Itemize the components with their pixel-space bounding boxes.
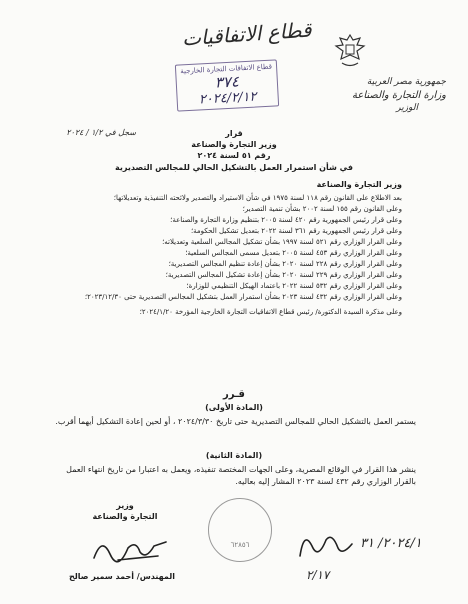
decree-title-block <box>0 128 468 173</box>
signature-block <box>60 500 190 522</box>
decree-label: قرار <box>225 129 243 138</box>
round-stamp-number: ٦٢٨٥٦ <box>230 541 250 549</box>
preamble-item: وعلى قرار رئيس الجمهورية رقم ٣٦١ لسنة ٢٠٢٢ بتعديل تشكيل الحكومة؛ <box>190 227 402 235</box>
preamble-item: وعلى القرار الوزاري رقم ٥٢١ لسنة ١٩٩٧ بشأن تشكيل المجالس السلعية وتعديلاته؛ <box>162 238 402 246</box>
office-name: الوزير <box>396 103 418 113</box>
article-1-title: (المادة الأولى) <box>205 403 263 412</box>
stamp-office: قطاع الاتفاقات التجارة الخارجية <box>180 62 273 76</box>
preamble-item: بعد الاطلاع على القانون رقم ١١٨ لسنة ١٩٧٥ في شأن الاستيراد والتصدير ولائحته التنفيذية وتعديلاتها؛ <box>113 194 402 202</box>
preamble-intro: وزير التجارة والصناعة <box>316 180 402 189</box>
stamp-date: ٢٠٢٤/٢/١٢ <box>198 89 257 108</box>
decree-number: رقم ٥١ لسنة ٢٠٢٤ <box>197 151 271 160</box>
article-2-title: (المادة الثانية) <box>205 451 263 460</box>
article-1-text: يستمر العمل بالتشكيل الحالي للمجالس التصديرية حتى تاريخ ٢٠٢٤/٣/٣٠ ، أو لحين إعادة التشكيل أيهما أقرب. <box>55 417 416 426</box>
eagle-emblem-icon <box>333 32 367 70</box>
preamble-item: وعلى مذكرة السيدة الدكتورة/ رئيس قطاع الاتفاقيات التجارة الخارجية المؤرخة ٢٠٢٤/١/٢٠؛ <box>139 308 402 316</box>
handwritten-department-note: قطاع الاتفاقيات <box>181 17 313 51</box>
country-name: جمهورية مصر العربية <box>366 77 446 87</box>
ministry-header <box>336 76 446 115</box>
preamble-item: وعلى القرار الوزاري رقم ٤٣٢ لسنة ٢٠٢٣ بشأن استمرار العمل بتشكيل المجالس التصديرية حتى ٢٠٢٣/١٢/٣٠؛ <box>84 293 402 301</box>
preamble-item: وعلى القرار الوزاري رقم ٤٥٣ لسنة ٢٠٠٥ بتعديل مسمى المجالس السلعية؛ <box>185 249 402 257</box>
preamble-item: وعلى القرار الوزاري رقم ٥٣٢ لسنة ٢٠٢٢ باعتماد الهيكل التنظيمي للوزارة؛ <box>186 282 402 290</box>
decides-heading: قـرر <box>223 389 245 400</box>
preamble-item: وعلى قرار رئيس الجمهورية رقم ٤٢٠ لسنة ٢٠٠٥ بتنظيم وزارة التجارة والصناعة؛ <box>170 216 402 224</box>
preamble-list <box>32 193 402 318</box>
signatory-name: المهندس/ أحمد سمير صالح <box>68 572 176 581</box>
registration-line: سجل في ١/٢ / ٢٠٢٤ <box>66 128 136 137</box>
handwritten-date: ٢٠٢٤/١/ ٣١ <box>360 536 422 551</box>
handwritten-initial-icon <box>292 526 362 566</box>
stamp-number: ٣٧٤ <box>214 72 240 92</box>
ministry-name: وزارة التجارة والصناعة <box>352 90 446 101</box>
signatory-title: وزير <box>116 501 134 510</box>
minister-title: وزير التجارة والصناعة <box>191 140 277 149</box>
article-2-text: ينشر هذا القرار في الوقائع المصرية، وعلى الجهات المختصة تنفيذه، ويعمل به اعتبارا من تاريخ انتهاء العمل بالقرار الوزاري رقم ٤٣٢ لسنة ٢٠٢٣ المشار إليه بعاليه. <box>66 465 416 486</box>
preamble-item: وعلى القانون رقم ١٥٥ لسنة ٢٠٠٢ بشأن تنمية التصدير؛ <box>242 205 402 213</box>
preamble-item: وعلى القرار الوزاري رقم ٢٢٩ لسنة ٢٠٢٠ بشأن إعادة تشكيل المجالس التصديرية؛ <box>165 271 402 279</box>
incoming-stamp <box>175 59 279 111</box>
handwritten-note: ٢/١٧ <box>306 568 330 582</box>
signatory-ministry: التجارة والصناعة <box>92 512 158 521</box>
handwritten-signature-icon <box>88 530 178 570</box>
round-stamp <box>208 498 272 562</box>
decree-subject: في شأن استمرار العمل بالتشكيل الحالي للمجالس التصديرية <box>114 163 353 172</box>
preamble-item: وعلى القرار الوزاري رقم ٢٢٨ لسنة ٢٠٢٠ بشأن إعادة تنظيم المجالس التصديرية؛ <box>168 260 402 268</box>
